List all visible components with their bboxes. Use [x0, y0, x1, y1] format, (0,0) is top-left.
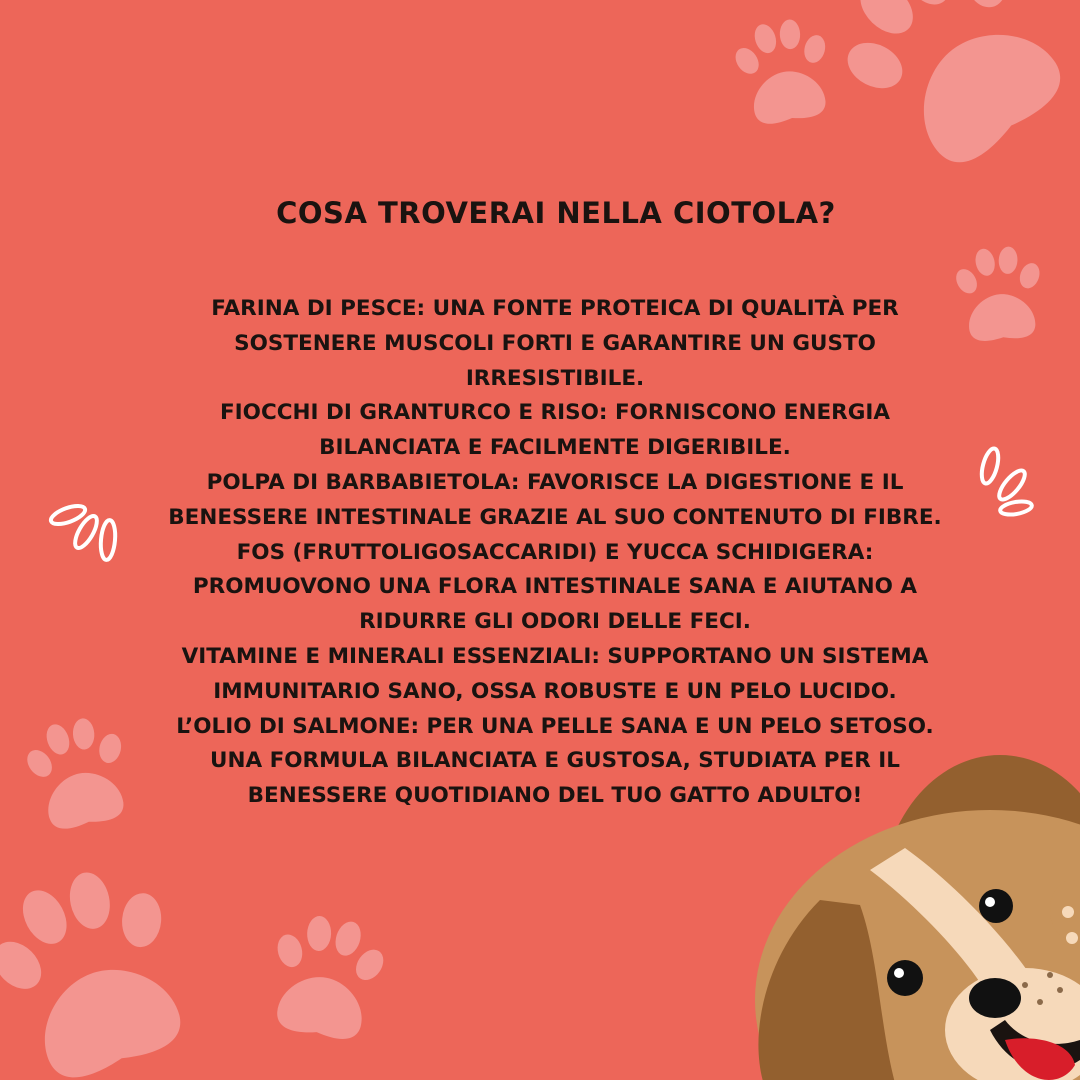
text-line: BENESSERE QUOTIDIANO DEL TUO GATTO ADULTO! [247, 783, 863, 809]
ingredients-text [140, 292, 970, 814]
text-line: FOS (FRUTTOLIGOSACCARIDI) E YUCCA SCHIDIGERA: [236, 539, 874, 565]
text-line: FIOCCHI DI GRANTURCO E RISO: FORNISCONO ENERGIA [220, 400, 890, 426]
headline: COSA TROVERAI NELLA CIOTOLA? [276, 196, 836, 230]
text-line: POLPA DI BARBABIETOLA: FAVORISCE LA DIGESTIONE E IL [206, 469, 904, 495]
text-line: IMMUNITARIO SANO, OSSA ROBUSTE E UN PELO LUCIDO. [213, 678, 897, 704]
text-line: FARINA DI PESCE: UNA FONTE PROTEICA DI QUALITÀ PER [211, 296, 899, 321]
text-line: SOSTENERE MUSCOLI FORTI E GARANTIRE UN GUSTO [234, 330, 876, 356]
text-line: BILANCIATA E FACILMENTE DIGERIBILE. [319, 435, 791, 461]
text-line: RIDURRE GLI ODORI DELLE FECI. [359, 609, 751, 635]
text-line: VITAMINE E MINERALI ESSENZIALI: SUPPORTANO UN SISTEMA [181, 643, 929, 669]
text-line: PROMUOVONO UNA FLORA INTESTINALE SANA E AIUTANO A [192, 574, 918, 600]
text-line: IRRESISTIBILE. [465, 365, 645, 391]
text-line: BENESSERE INTESTINALE GRAZIE AL SUO CONTENUTO DI FIBRE. [168, 504, 942, 530]
text-line: UNA FORMULA BILANCIATA E GUSTOSA, STUDIATA PER IL [210, 748, 900, 774]
text-line: L’OLIO DI SALMONE: PER UNA PELLE SANA E UN PELO SETOSO. [176, 713, 934, 739]
